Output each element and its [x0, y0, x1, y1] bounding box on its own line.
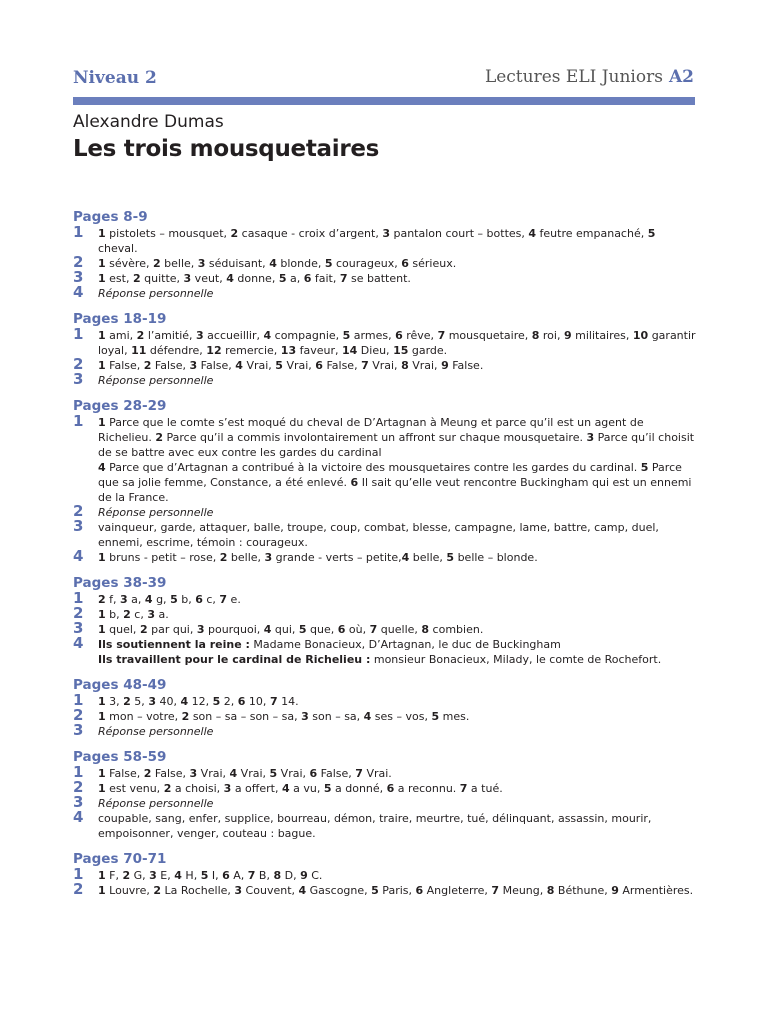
section-pages-heading: Pages 38-39	[73, 575, 167, 591]
exercise-answer	[73, 763, 698, 781]
exercise-number: 1	[73, 589, 84, 607]
exercise-number: 3	[73, 268, 84, 286]
exercise-number: 4	[73, 283, 84, 301]
exercise-answer	[73, 412, 698, 505]
answer-text: 1 F, 2 G, 3 E, 4 H, 5 I, 6 A, 7 B, 8 D, 9 C.	[98, 869, 323, 882]
section-pages-heading: Pages 8-9	[73, 209, 148, 225]
answer-key	[73, 209, 698, 908]
exercise-number: 2	[73, 253, 84, 271]
exercise-answer	[73, 502, 698, 520]
exercise-number: 2	[73, 355, 84, 373]
exercise-number: 2	[73, 778, 84, 796]
answer-section	[73, 677, 698, 739]
cefr-level: A2	[668, 67, 694, 87]
answer-section	[73, 575, 698, 667]
exercise-number: 4	[73, 547, 84, 565]
header-rule	[73, 97, 695, 105]
exercise-answer	[73, 547, 698, 565]
answer-section	[73, 311, 698, 388]
exercise-answer	[73, 253, 698, 271]
exercise-answer	[73, 808, 698, 841]
exercise-answer	[73, 880, 698, 898]
section-pages-heading: Pages 58-59	[73, 749, 167, 765]
answer-text: 1 bruns - petit – rose, 2 belle, 3 grande - verts – petite,4 belle, 5 belle – blonde.	[98, 551, 538, 564]
answer-text: 1 est venu, 2 a choisi, 3 a offert, 4 a vu, 5 a donné, 6 a reconnu. 7 a tué.	[98, 782, 503, 795]
exercise-answer	[73, 355, 698, 373]
exercise-answer	[73, 793, 698, 811]
answer-text: vainqueur, garde, attaquer, balle, troupe, coup, combat, blesse, campagne, lame, battre, camp, duel, ennemi, escrime, témoin : courageux.	[98, 521, 659, 549]
exercise-answer	[73, 223, 698, 256]
exercise-answer	[73, 721, 698, 739]
section-pages-heading: Pages 70-71	[73, 851, 167, 867]
answer-text: 1 mon – votre, 2 son – sa – son – sa, 3 son – sa, 4 ses – vos, 5 mes.	[98, 710, 470, 723]
answer-text: Réponse personnelle	[98, 797, 214, 810]
answer-text: 1 pistolets – mousquet, 2 casaque - croix d’argent, 3 pantalon court – bottes, 4 feutre empanaché, 5 cheval.	[98, 227, 656, 255]
answer-text: 1 False, 2 False, 3 False, 4 Vrai, 5 Vrai, 6 False, 7 Vrai, 8 Vrai, 9 False.	[98, 359, 484, 372]
exercise-number: 3	[73, 370, 84, 388]
answer-text: Ils soutiennent la reine : Madame Bonacieux, D’Artagnan, le duc de Buckingham Ils travaillent pour le cardinal de Richelieu : monsieur Bonacieux, Milady, le comte de Rochefort.	[98, 638, 662, 666]
exercise-answer	[73, 706, 698, 724]
exercise-number: 4	[73, 808, 84, 826]
exercise-answer	[73, 691, 698, 709]
exercise-number: 3	[73, 619, 84, 637]
level-label: Niveau 2	[73, 68, 157, 88]
exercise-number: 2	[73, 880, 84, 898]
exercise-answer	[73, 325, 698, 358]
answer-section	[73, 209, 698, 301]
exercise-number: 2	[73, 706, 84, 724]
answer-text: 1 sévère, 2 belle, 3 séduisant, 4 blonde, 5 courageux, 6 sérieux.	[98, 257, 457, 270]
exercise-answer	[73, 589, 698, 607]
section-pages-heading: Pages 18-19	[73, 311, 167, 327]
answer-text: 1 ami, 2 l’amitié, 3 accueillir, 4 compagnie, 5 armes, 6 rêve, 7 mousquetaire, 8 roi, 9 militaires, 10 garantir loyal, 11 défendre, 12 remercie, 13 faveur, 14 Dieu, 15 garde.	[98, 329, 696, 357]
answer-text: Réponse personnelle	[98, 374, 214, 387]
exercise-number: 1	[73, 865, 84, 883]
exercise-number: 3	[73, 517, 84, 535]
answer-section	[73, 749, 698, 841]
exercise-number: 1	[73, 325, 84, 343]
exercise-answer	[73, 283, 698, 301]
exercise-answer	[73, 517, 698, 550]
exercise-number: 1	[73, 691, 84, 709]
exercise-answer	[73, 619, 698, 637]
section-pages-heading: Pages 28-29	[73, 398, 167, 414]
exercise-number: 2	[73, 604, 84, 622]
series-label	[485, 67, 694, 87]
exercise-answer	[73, 604, 698, 622]
exercise-number: 2	[73, 502, 84, 520]
answer-text: coupable, sang, enfer, supplice, bourreau, démon, traire, meurtre, tué, délinquant, assassin, mourir, empoisonner, venger, couteau : bague.	[98, 812, 652, 840]
exercise-answer	[73, 268, 698, 286]
book-title: Les trois mousquetaires	[73, 136, 380, 162]
answer-text: 1 Parce que le comte s’est moqué du cheval de D’Artagnan à Meung et parce qu’il est un agent de Richelieu. 2 Parce qu’il a commis involontairement un affront sur chaque mousquetaire. 3 Parce qu’il choisit de se battre avec eux contre les gardes du cardinal 4 Parce que d’Artagnan a contribué à la victoire des mousquetaires contre les gardes du cardinal. 5 Parce que sa jolie femme, Constance, a été enlevé. 6 Il sait qu’elle veut rencontre Buckingham qui est un ennemi de la France.	[98, 416, 695, 504]
exercise-number: 3	[73, 721, 84, 739]
answer-text: 1 False, 2 False, 3 Vrai, 4 Vrai, 5 Vrai, 6 False, 7 Vrai.	[98, 767, 392, 780]
exercise-number: 1	[73, 412, 84, 430]
answer-text: 1 est, 2 quitte, 3 veut, 4 donne, 5 a, 6 fait, 7 se battent.	[98, 272, 411, 285]
section-pages-heading: Pages 48-49	[73, 677, 167, 693]
exercise-number: 4	[73, 634, 84, 652]
answer-text: 2 f, 3 a, 4 g, 5 b, 6 c, 7 e.	[98, 593, 241, 606]
answer-text: 1 b, 2 c, 3 a.	[98, 608, 169, 621]
answer-section	[73, 851, 698, 898]
exercise-answer	[73, 634, 698, 667]
answer-text: 1 3, 2 5, 3 40, 4 12, 5 2, 6 10, 7 14.	[98, 695, 299, 708]
exercise-answer	[73, 370, 698, 388]
exercise-answer	[73, 865, 698, 883]
exercise-number: 1	[73, 763, 84, 781]
answer-text: Réponse personnelle	[98, 287, 214, 300]
answer-text: 1 Louvre, 2 La Rochelle, 3 Couvent, 4 Gascogne, 5 Paris, 6 Angleterre, 7 Meung, 8 Béthune, 9 Armentières.	[98, 884, 694, 897]
exercise-number: 3	[73, 793, 84, 811]
answer-text: 1 quel, 2 par qui, 3 pourquoi, 4 qui, 5 que, 6 où, 7 quelle, 8 combien.	[98, 623, 484, 636]
series-name: Lectures ELI Juniors	[484, 67, 663, 87]
exercise-answer	[73, 778, 698, 796]
answer-section	[73, 398, 698, 565]
answer-text: Réponse personnelle	[98, 506, 214, 519]
answer-text: Réponse personnelle	[98, 725, 214, 738]
author-name: Alexandre Dumas	[73, 112, 224, 132]
exercise-number: 1	[73, 223, 84, 241]
